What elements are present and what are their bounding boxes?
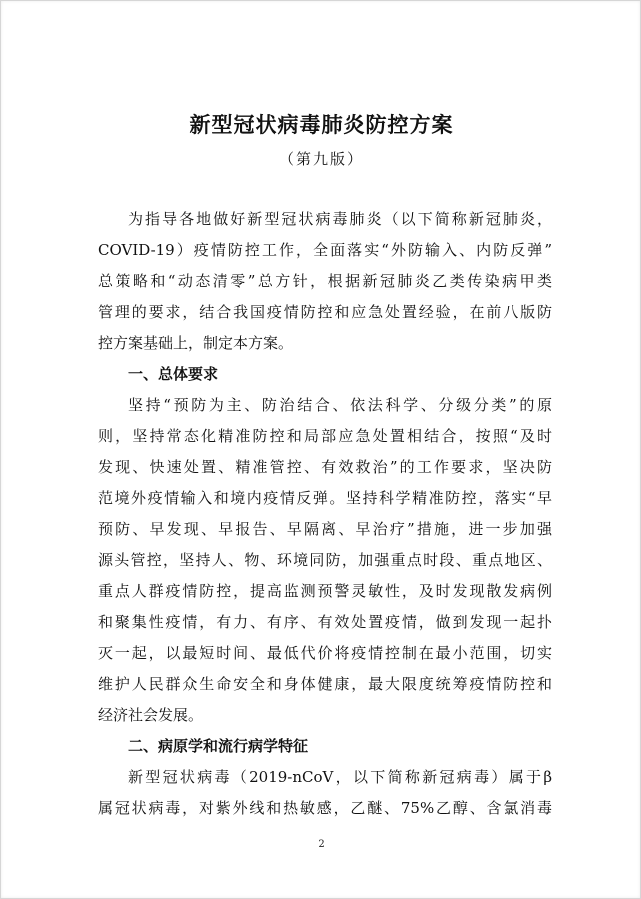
intro-paragraph — [98, 204, 552, 359]
section-heading-general-requirements: 一、总体要求 — [128, 365, 219, 383]
paragraph-line: 则，坚持常态化精准防控和局部应急处置相结合，按照“及时 — [98, 427, 552, 445]
paragraph-line: 为指导各地做好新型冠状病毒肺炎（以下简称新冠肺炎， — [128, 210, 552, 228]
page-number: 2 — [318, 839, 325, 850]
paragraph-line: 预防、早发现、早报告、早隔离、早治疗”措施，进一步加强 — [98, 520, 552, 538]
paragraph-line: 和聚集性疫情，有力、有序、有效处置疫情，做到发现一起扑 — [98, 613, 552, 631]
paragraph-line: 坚持“预防为主、防治结合、依法科学、分级分类”的原 — [128, 396, 552, 414]
paragraph-line: COVID-19）疫情防控工作，全面落实“外防输入、内防反弹” — [98, 241, 552, 259]
paragraph-line: 灭一起，以最短时间、最低代价将疫情控制在最小范围，切实 — [98, 644, 552, 662]
document-title: 新型冠状病毒肺炎防控方案 — [189, 113, 454, 137]
document-subtitle: （第九版） — [278, 150, 364, 168]
general-requirements-paragraph — [98, 390, 552, 731]
paragraph-line: 总策略和“动态清零”总方针，根据新冠肺炎乙类传染病甲类 — [98, 272, 552, 290]
section-heading-pathogen-epidemiology: 二、病原学和流行病学特征 — [128, 737, 309, 755]
paragraph-line: 经济社会发展。 — [98, 706, 204, 724]
document-body — [98, 204, 552, 824]
paragraph-line: 重点人群疫情防控，提高监测预警灵敏性，及时发现散发病例 — [98, 582, 552, 600]
paragraph-line: 维护人民群众生命安全和身体健康，最大限度统筹疫情防控和 — [98, 675, 552, 693]
paragraph-line: 管理的要求，结合我国疫情防控和应急处置经验，在前八版防 — [98, 303, 552, 321]
paragraph-line: 源头管控，坚持人、物、环境同防，加强重点时段、重点地区、 — [98, 551, 552, 569]
paragraph-line: 发现、快速处置、精准管控、有效救治”的工作要求，坚决防 — [98, 458, 552, 476]
paragraph-line: 范境外疫情输入和境内疫情反弹。坚持科学精准防控，落实“早 — [98, 489, 552, 507]
paragraph-line: 属冠状病毒，对紫外线和热敏感，乙醚、75%乙醇、含氯消毒 — [98, 799, 552, 817]
pathogen-paragraph — [98, 762, 552, 824]
paragraph-line: 新型冠状病毒（2019-nCoV，以下简称新冠病毒）属于β — [128, 768, 552, 786]
paragraph-line: 控方案基础上，制定本方案。 — [98, 334, 294, 352]
